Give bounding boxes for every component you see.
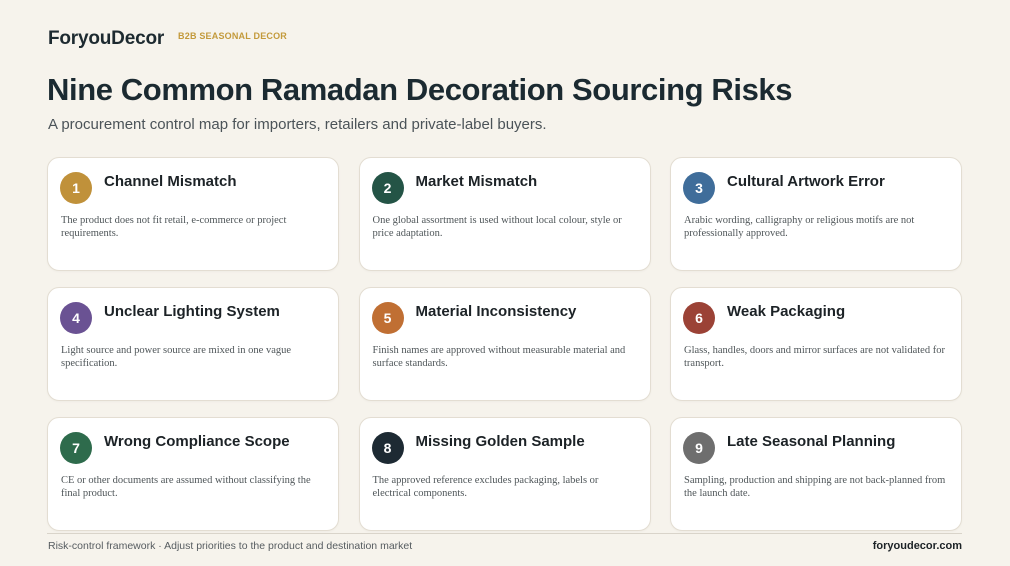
risk-description: Glass, handles, doors and mirror surfaces are not validated for transport.	[684, 345, 945, 369]
risk-card	[670, 157, 962, 271]
footer-divider	[47, 533, 962, 534]
risk-title: Channel Mismatch	[104, 173, 237, 190]
risk-card	[47, 417, 339, 531]
risk-number-badge: 9	[683, 432, 715, 464]
risk-number-badge: 8	[372, 432, 404, 464]
brand-tag: B2B SEASONAL DECOR	[178, 31, 287, 41]
risk-description: CE or other documents are assumed without classifying the final product.	[61, 475, 311, 499]
risk-description: One global assortment is used without local colour, style or price adaptation.	[372, 215, 622, 239]
risk-card	[359, 417, 651, 531]
risk-description: Sampling, production and shipping are not back-planned from the launch date.	[684, 475, 946, 499]
risk-card	[359, 157, 651, 271]
risk-card	[670, 287, 962, 401]
risk-description: Finish names are approved without measurable material and surface standards.	[372, 345, 626, 369]
risk-description: The approved reference excludes packaging, labels or electrical components.	[372, 475, 599, 499]
risk-card	[47, 157, 339, 271]
risk-number-badge: 2	[372, 172, 404, 204]
risk-number-badge: 6	[683, 302, 715, 334]
risk-title: Material Inconsistency	[415, 303, 577, 320]
risk-grid	[47, 157, 962, 531]
risk-description: Arabic wording, calligraphy or religious motifs are not professionally approved.	[684, 215, 915, 239]
header	[48, 28, 287, 50]
risk-card	[359, 287, 651, 401]
risk-title: Wrong Compliance Scope	[104, 433, 290, 450]
footer-note: Risk-control framework · Adjust priorities to the product and destination market	[48, 540, 413, 552]
risk-number-badge: 4	[60, 302, 92, 334]
risk-title: Cultural Artwork Error	[727, 173, 885, 190]
risk-number-badge: 1	[60, 172, 92, 204]
risk-title: Late Seasonal Planning	[727, 433, 896, 450]
risk-title: Unclear Lighting System	[104, 303, 280, 320]
risk-title: Weak Packaging	[727, 303, 846, 320]
page-subtitle: A procurement control map for importers, retailers and private-label buyers.	[48, 116, 547, 133]
risk-title: Missing Golden Sample	[415, 433, 585, 450]
footer-website-link[interactable]: foryoudecor.com	[872, 540, 962, 552]
risk-card	[47, 287, 339, 401]
risk-description: The product does not fit retail, e-commerce or project requirements.	[61, 215, 287, 239]
risk-title: Market Mismatch	[415, 173, 538, 190]
page-title: Nine Common Ramadan Decoration Sourcing Risks	[47, 72, 793, 107]
risk-number-badge: 7	[60, 432, 92, 464]
risk-number-badge: 5	[372, 302, 404, 334]
risk-description: Light source and power source are mixed in one vague specification.	[61, 345, 292, 369]
risk-card	[670, 417, 962, 531]
brand-logo[interactable]: ForyouDecor	[48, 28, 165, 49]
risk-number-badge: 3	[683, 172, 715, 204]
